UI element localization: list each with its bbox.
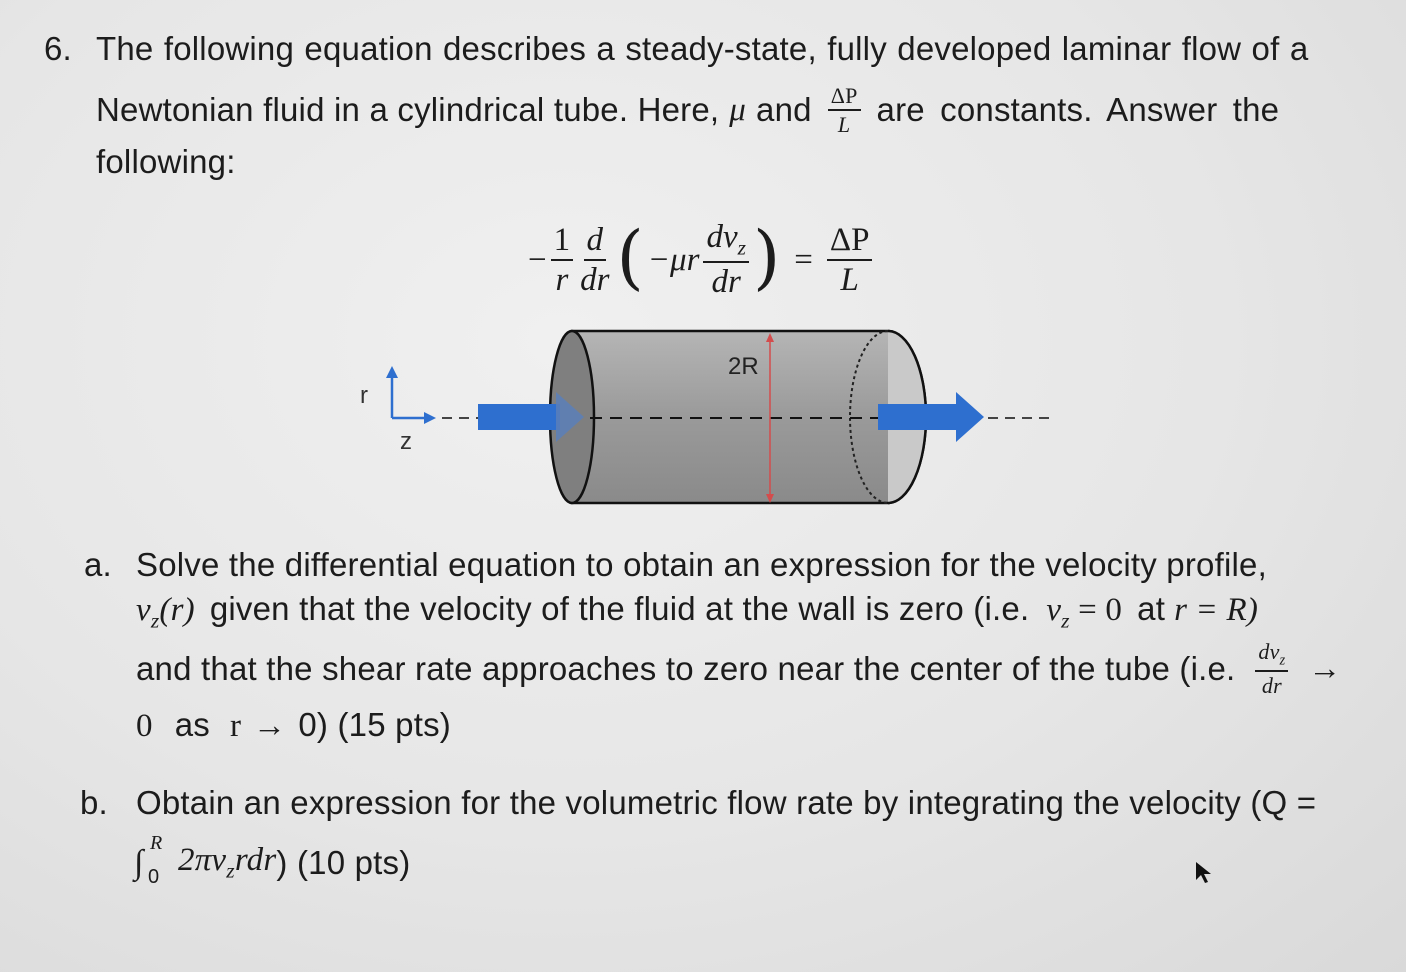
- integral-lower-limit: 0: [148, 866, 160, 888]
- bc1-rest: = 0: [1078, 592, 1123, 628]
- part-a-line-3-text: and that the shear rate approaches to zero near the center of the tube (i.e.: [136, 650, 1236, 687]
- dvz-dr-fraction: [1255, 641, 1288, 697]
- limit-r: r: [229, 708, 242, 744]
- part-a-line-1: Solve the differential equation to obtain an expression for the velocity profile,: [136, 546, 1267, 583]
- dvz-dr-num: [1255, 641, 1288, 672]
- problem-number: 6.: [44, 30, 72, 67]
- fraction-denominator: L: [837, 111, 851, 137]
- problem-line-1: The following equation describes a steady-state, fully developed laminar flow of a: [96, 30, 1309, 67]
- part-a-points: 0) (15 pts): [298, 706, 451, 743]
- axis-r-label: r: [360, 382, 368, 409]
- problem-line-2-start: Newtonian fluid in a cylindrical tube. Here,: [96, 91, 720, 128]
- eq-left-paren: (: [616, 216, 644, 298]
- integral-symbol: [134, 832, 168, 888]
- eq-frac1-den: r: [555, 261, 569, 298]
- integrand: [178, 842, 276, 884]
- vz-sub: z: [150, 608, 160, 633]
- fraction-numerator: ΔP: [828, 85, 861, 111]
- part-b-line-1: Obtain an expression for the volumetric flow rate by integrating the velocity (Q =: [136, 784, 1317, 821]
- eq-frac1-num: 1: [551, 224, 574, 261]
- axis-z-label: z: [400, 428, 412, 455]
- part-a-line-4: [136, 706, 451, 745]
- eq-frac3-num-text: dv: [706, 218, 738, 255]
- part-a-line-2-text: given that the velocity of the fluid at the wall is zero (i.e.: [209, 590, 1030, 627]
- vz-var: v: [136, 592, 151, 628]
- mouse-cursor-icon: [1194, 860, 1214, 886]
- part-a-at: at: [1137, 590, 1166, 627]
- dvz-dr-den: dr: [1261, 672, 1282, 698]
- coordinate-axes: [386, 366, 436, 424]
- part-a-line-2: [136, 590, 1258, 634]
- limit-as: as: [174, 706, 210, 743]
- eq-minus: −: [528, 241, 547, 278]
- eq-frac4-num: ΔP: [827, 224, 873, 261]
- eq-frac2-den: dr: [580, 261, 610, 298]
- problem-line-3: following:: [96, 143, 236, 180]
- bc1-var: v: [1046, 592, 1062, 628]
- part-b-points: ) (10 pts): [276, 844, 411, 881]
- problem-line-2-end: are constants. Answer the: [876, 91, 1280, 128]
- eq-frac2-num: d: [584, 224, 607, 261]
- part-b-line-2: [134, 832, 410, 894]
- part-b-label: b.: [80, 784, 108, 821]
- integral-sign: ∫: [134, 844, 144, 881]
- eq-right-paren: ): [752, 216, 781, 298]
- part-a-line-3: [136, 638, 1342, 700]
- integrand-b: rdr: [234, 842, 277, 879]
- eq-inner-prefix: −μr: [647, 241, 700, 278]
- arrow-symbol: →: [1308, 650, 1342, 687]
- bc1-sub: z: [1061, 608, 1070, 633]
- boundary-condition-2: r = R): [1174, 592, 1259, 628]
- eq-frac4-den: L: [840, 261, 859, 298]
- limit-zero: 0: [136, 708, 153, 744]
- integral-upper-limit: R: [150, 832, 163, 854]
- dvz-dr-num-text: dv: [1258, 639, 1280, 665]
- diameter-label: 2R: [728, 353, 759, 380]
- eq-frac3-den: dr: [711, 264, 741, 301]
- mu-symbol: μ: [729, 91, 747, 128]
- eq-equals: =: [794, 241, 813, 278]
- vz-of-r: [136, 592, 195, 634]
- eq-frac3-num-sub: z: [737, 235, 746, 260]
- problem-line-2-and: and: [756, 91, 812, 128]
- integrand-sub: z: [226, 858, 235, 883]
- limit-arrow: →: [253, 708, 287, 744]
- vz-arg: (r): [159, 592, 195, 628]
- part-a-label: a.: [84, 546, 112, 583]
- dvz-dr-num-sub: z: [1279, 652, 1286, 669]
- integrand-a: 2πv: [178, 842, 227, 879]
- boundary-condition-1: [1046, 592, 1122, 634]
